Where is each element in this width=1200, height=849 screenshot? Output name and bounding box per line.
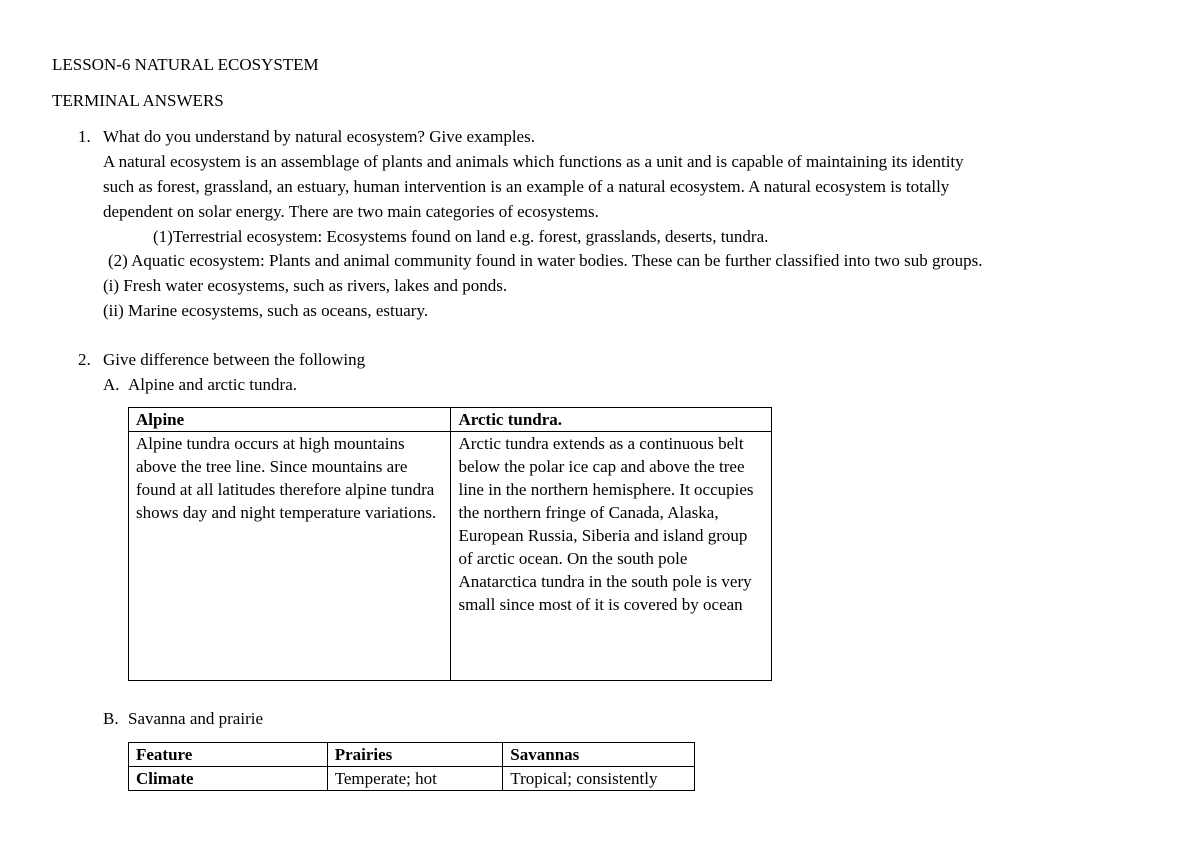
q1-answer-line-2: such as forest, grassland, an estuary, human intervention is an example of a natural ecosystem. A natural ecosystem is totally	[103, 177, 950, 196]
q1-marine: (ii) Marine ecosystems, such as oceans, estuary.	[103, 301, 429, 320]
prairies-climate: Temperate; hot	[327, 767, 503, 791]
q1-terrestrial: (1)Terrestrial ecosystem: Ecosystems found on land e.g. forest, grasslands, deserts, tundra.	[153, 227, 769, 246]
q2-question: Give difference between the following	[103, 350, 366, 369]
header-feature: Feature	[129, 743, 328, 767]
table-header-row	[129, 408, 772, 432]
q1-number: 1.	[78, 127, 91, 146]
q2-part-a-title: Alpine and arctic tundra.	[128, 375, 297, 394]
alpine-description	[129, 432, 451, 681]
q2-number: 2.	[78, 350, 91, 369]
section-title: TERMINAL ANSWERS	[52, 91, 224, 110]
table-header-row	[129, 743, 695, 767]
q1-question: What do you understand by natural ecosystem? Give examples.	[103, 127, 535, 146]
q1-answer-line-1: A natural ecosystem is an assemblage of plants and animals which functions as a unit and is capable of maintaining its identity	[103, 152, 964, 171]
feature-climate: Climate	[129, 767, 328, 791]
table-row	[129, 767, 695, 791]
q2-part-b-title: Savanna and prairie	[128, 709, 263, 728]
q1-answer-line-3: dependent on solar energy. There are two main categories of ecosystems.	[103, 202, 599, 221]
savannas-climate: Tropical; consistently	[503, 767, 695, 791]
savanna-prairie-table	[128, 742, 695, 791]
tundra-comparison-table	[128, 407, 772, 681]
q2-part-a-label: A.	[103, 375, 120, 394]
arctic-description-text: Arctic tundra extends as a continuous belt below the polar ice cap and above the tree line in the northern hemisphere. It occupies the northern fringe of Canada, Alaska, European Russia, Siberia and island group of arctic ocean. On the south pole Anatarctica tundra in the south pole is very small since most of it is covered by ocean	[458, 434, 754, 614]
header-savannas: Savannas	[503, 743, 695, 767]
q1-aquatic: (2) Aquatic ecosystem: Plants and animal community found in water bodies. These can be further classified into two sub groups.	[108, 251, 983, 270]
header-alpine: Alpine	[129, 408, 451, 432]
arctic-description	[451, 432, 772, 681]
lesson-title: LESSON-6 NATURAL ECOSYSTEM	[52, 55, 319, 74]
q2-part-b-label: B.	[103, 709, 119, 728]
header-prairies: Prairies	[327, 743, 503, 767]
table-row	[129, 432, 772, 681]
q1-fresh-water: (i) Fresh water ecosystems, such as rivers, lakes and ponds.	[103, 276, 508, 295]
alpine-description-text: Alpine tundra occurs at high mountains above the tree line. Since mountains are found at all latitudes therefore alpine tundra shows day and night temperature variations.	[136, 434, 437, 522]
header-arctic-tundra: Arctic tundra.	[451, 408, 772, 432]
